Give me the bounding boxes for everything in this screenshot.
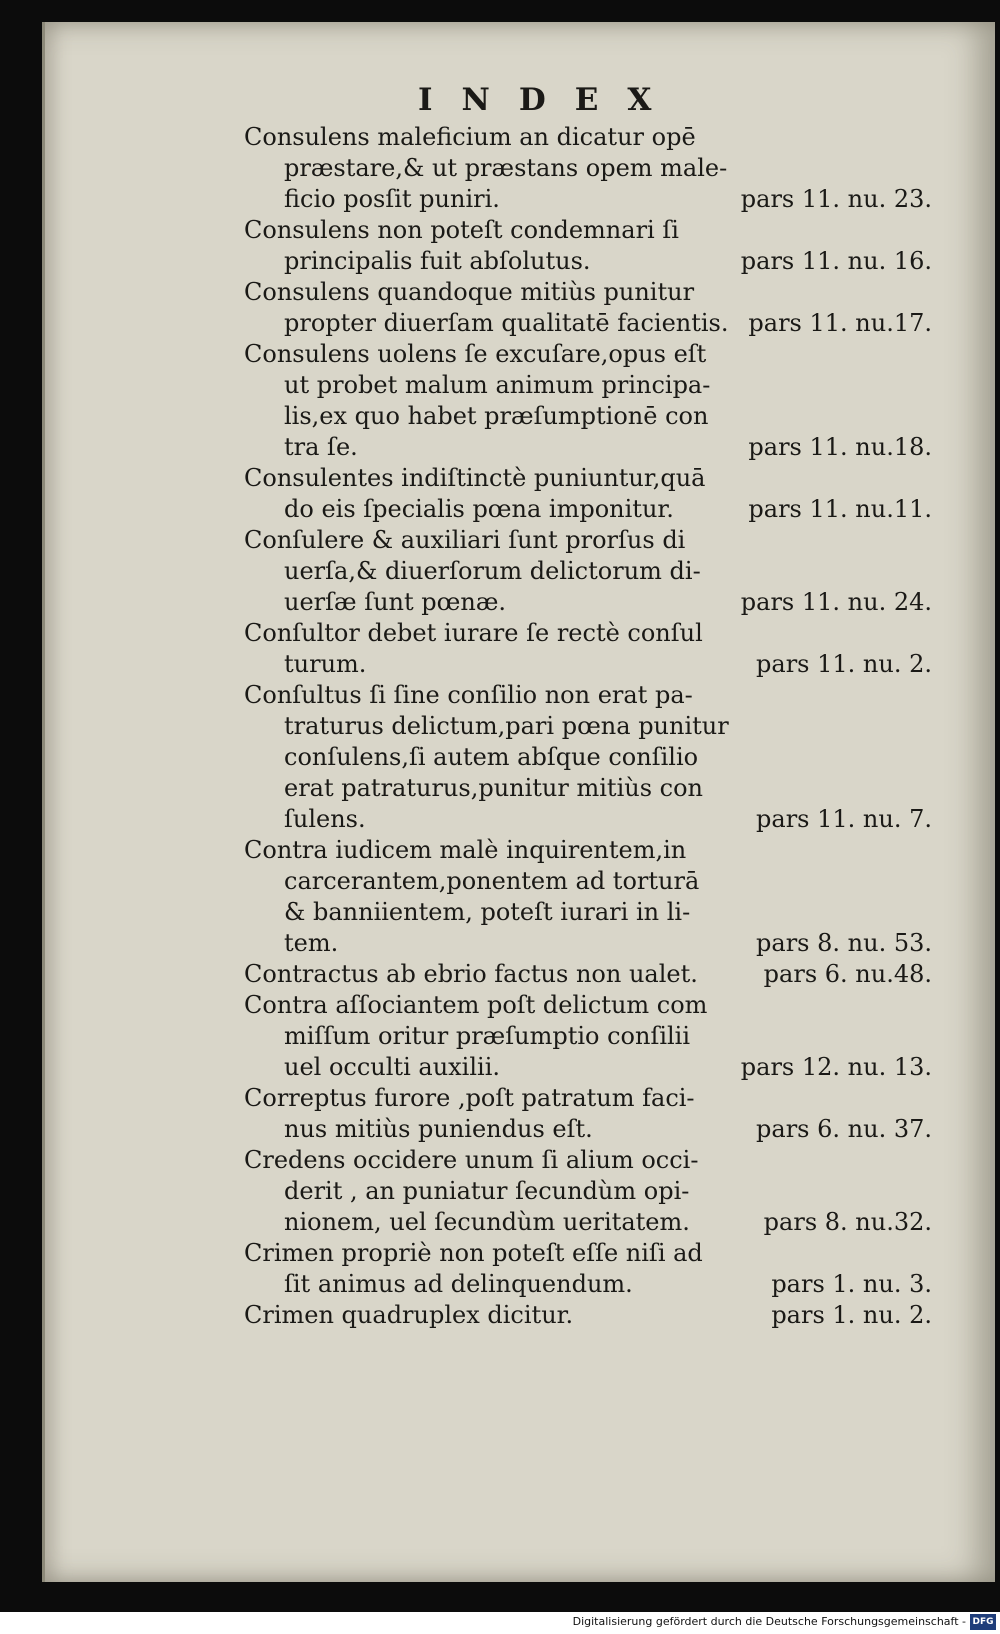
index-entry [244, 618, 932, 680]
entry-continuation-line: derit , an puniatur ſecundùm opi- [284, 1177, 690, 1205]
entry-heading-line: Consulens non poteſt condemnari ſi [244, 216, 679, 244]
index-entry [244, 990, 932, 1083]
entry-continuation-line: ut probet malum animum principa- [284, 371, 711, 399]
index-entry [244, 525, 932, 618]
entry-reference: pars 11. nu.17. [748, 309, 932, 337]
entry-heading-line: Conſultus ſi ſine conſilio non erat pa- [244, 681, 693, 709]
entry-heading-line: Contractus ab ebrio factus non ualet. [244, 960, 698, 988]
running-header: INDEX [418, 82, 681, 118]
index-entry [244, 680, 932, 835]
entry-reference: pars 11. nu.18. [748, 433, 932, 461]
index-entry [244, 277, 932, 339]
index-entry [244, 463, 932, 525]
entry-continuation-line: & banniientem, poteſt iurari in li- [284, 898, 691, 926]
entry-continuation-line: nus mitiùs puniendus eſt. [284, 1115, 593, 1143]
index-entry [244, 215, 932, 277]
entry-reference: pars 11. nu. 16. [740, 247, 932, 275]
dfg-logo: DFG [970, 1614, 996, 1630]
entry-continuation-line: præstare,& ut præstans opem male- [284, 154, 728, 182]
entry-continuation-line: carcerantem,ponentem ad torturā [284, 867, 700, 895]
index-entry [244, 1145, 932, 1238]
entry-continuation-line: erat patraturus,punitur mitiùs con [284, 774, 703, 802]
entry-reference: pars 11. nu. 23. [740, 185, 932, 213]
entry-reference: pars 6. nu. 37. [756, 1115, 932, 1143]
entry-continuation-line: uerſæ ſunt pœnæ. [284, 588, 507, 616]
entry-heading-line: Crimen propriè non poteſt eſſe niſi ad [244, 1239, 703, 1267]
entry-heading-line: Credens occidere unum ſi alium occi- [244, 1146, 699, 1174]
entry-heading-line: Conſultor debet iurare ſe rectè conſul [244, 619, 703, 647]
entry-reference: pars 12. nu. 13. [740, 1053, 932, 1081]
index-entry [244, 959, 932, 990]
entry-continuation-line: do eis ſpecialis pœna imponitur. [284, 495, 674, 523]
entry-heading-line: Consulens quandoque mitiùs punitur [244, 278, 695, 306]
entry-continuation-line: ſulens. [284, 805, 366, 833]
entry-reference: pars 8. nu. 53. [756, 929, 932, 957]
entry-heading-line: Conſulere & auxiliari ſunt prorſus di [244, 526, 686, 554]
entry-heading-line: Contra aſſociantem poſt delictum com [244, 991, 708, 1019]
entry-reference: pars 8. nu.32. [763, 1208, 932, 1236]
index-entry [244, 1300, 932, 1331]
index-entry [244, 122, 932, 215]
entry-continuation-line: ſit animus ad delinquendum. [284, 1270, 633, 1298]
entry-continuation-line: lis,ex quo habet præſumptionē con [284, 402, 709, 430]
entry-continuation-line: conſulens,ſi autem abſque conſilio [284, 743, 699, 771]
entry-continuation-line: tem. [284, 929, 339, 957]
entry-reference: pars 6. nu.48. [763, 960, 932, 988]
entry-continuation-line: uel occulti auxilii. [284, 1053, 501, 1081]
entry-heading-line: Consulentes indiſtinctè puniuntur,quā [244, 464, 706, 492]
entry-continuation-line: turum. [284, 650, 367, 678]
entry-reference: pars 11. nu. 7. [756, 805, 932, 833]
entry-heading-line: Consulens maleficium an dicatur opē [244, 123, 696, 151]
entry-reference: pars 1. nu. 2. [771, 1301, 932, 1329]
index-entry [244, 835, 932, 959]
entry-heading-line: Contra iudicem malè inquirentem,in [244, 836, 687, 864]
digitization-footer [0, 1612, 1000, 1634]
entry-reference: pars 11. nu. 24. [740, 588, 932, 616]
entry-continuation-line: principalis fuit abſolutus. [284, 247, 591, 275]
entry-continuation-line: tra ſe. [284, 433, 358, 461]
index-entry [244, 1083, 932, 1145]
entry-continuation-line: uerſa,& diuerſorum delictorum di- [284, 557, 701, 585]
entry-continuation-line: ficio posſit puniri. [284, 185, 500, 213]
entry-reference: pars 11. nu. 2. [756, 650, 932, 678]
entry-heading-line: Correptus furore ,poſt patratum faci- [244, 1084, 695, 1112]
entry-continuation-line: miſſum oritur præſumptio conſilii [284, 1022, 691, 1050]
entry-heading-line: Consulens uolens ſe excuſare,opus eſt [244, 340, 707, 368]
footer-credit: Digitalisierung gefördert durch die Deutsche Forschungsgemeinschaft - [572, 1615, 966, 1628]
index-entry [244, 1238, 932, 1300]
entry-reference: pars 1. nu. 3. [771, 1270, 932, 1298]
entry-continuation-line: nionem, uel ſecundùm ueritatem. [284, 1208, 690, 1236]
entry-continuation-line: propter diuerſam qualitatē facientis. [284, 309, 729, 337]
entry-continuation-line: traturus delictum,pari pœna punitur [284, 712, 729, 740]
index-entry [244, 339, 932, 463]
entry-heading-line: Crimen quadruplex dicitur. [244, 1301, 574, 1329]
entry-reference: pars 11. nu.11. [748, 495, 932, 523]
index-list [244, 122, 932, 1331]
